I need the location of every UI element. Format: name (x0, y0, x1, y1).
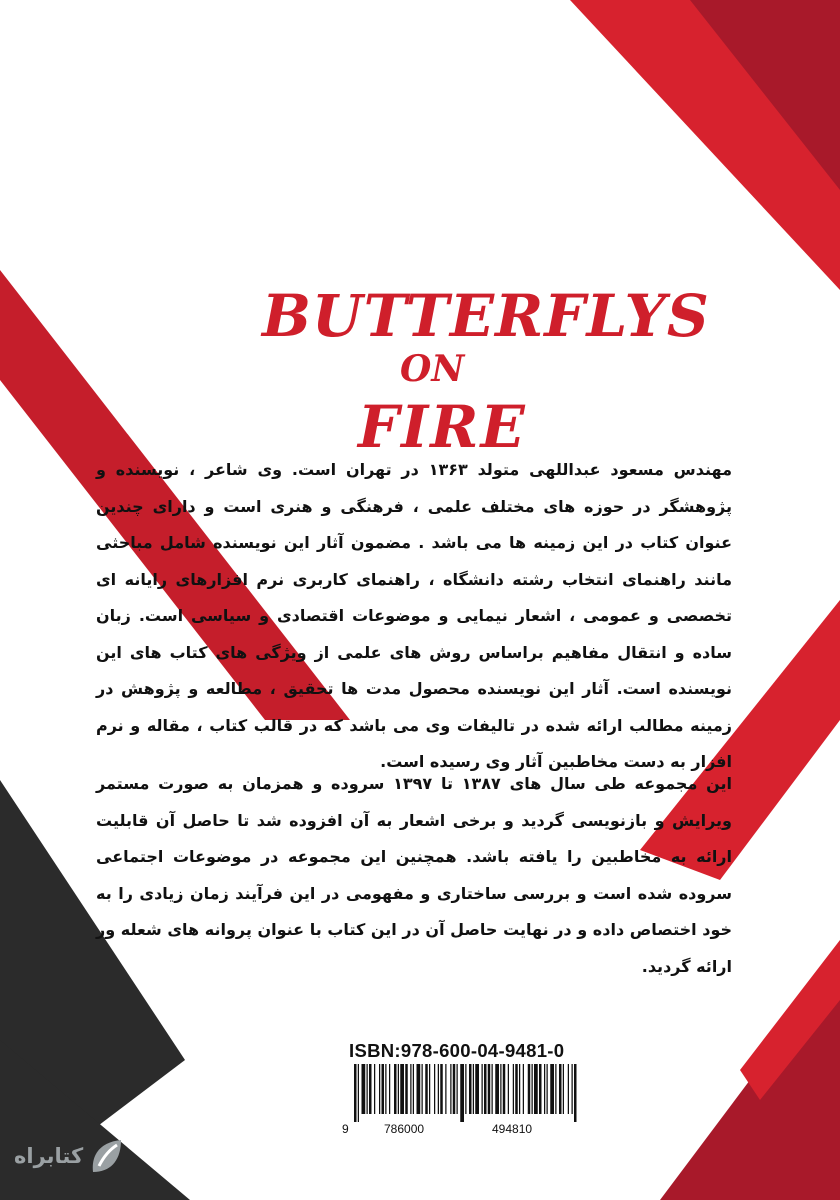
barcode-digits-right: 494810 (492, 1122, 533, 1136)
barcode-bar (369, 1064, 372, 1114)
barcode-bar (555, 1064, 556, 1114)
barcode-bar (508, 1064, 509, 1114)
barcode-bar (534, 1064, 538, 1114)
barcode-bar (492, 1064, 493, 1114)
barcode-bar (389, 1064, 390, 1114)
barcode-bar (379, 1064, 380, 1114)
barcode-bar (519, 1064, 520, 1114)
barcode-bar (425, 1064, 428, 1114)
barcode-bar (503, 1064, 506, 1114)
barcode-bar (475, 1064, 479, 1114)
barcode-bar (488, 1064, 491, 1114)
leaf-icon (87, 1136, 125, 1176)
barcode-bar (484, 1064, 487, 1114)
isbn-block (342, 1040, 592, 1138)
barcode-digits (342, 1122, 592, 1138)
barcode-bar (550, 1064, 554, 1114)
barcode-bar (532, 1064, 533, 1114)
barcode-bar (453, 1064, 456, 1114)
publisher-logo (14, 1128, 134, 1184)
barcode-bar (434, 1064, 435, 1114)
barcode-bar (394, 1064, 397, 1114)
barcode-bar (400, 1064, 404, 1114)
barcode-bar (460, 1064, 464, 1122)
barcode-bar (450, 1064, 451, 1114)
barcode-bar (398, 1064, 399, 1114)
barcode-bar (500, 1064, 501, 1114)
barcode-bar (417, 1064, 421, 1114)
author-bio-paragraph: مهندس مسعود عبداللهی متولد ۱۳۶۳ در تهران است. وی شاعر ، نویسنده و پژوهشگر در حوزه های مختلف علمی ، فرهنگی و هنری است و دارای چندین عنوان کتاب در این زمینه ها می باشد . مضمون آثار این نویسنده شامل مباحثی مانند راهنمای انتخاب رشته دانشگاه ، راهنمای کاربری نرم افزارهای رایانه ای تخصصی و عمومی ، اشعار نیمایی و موضوعات اقتصادی و سیاسی است. زبان ساده و انتقال مفاهیم براساس روش های علمی از ویژگی های کتاب های این نویسنده است. آثار این نویسنده محصول مدت ها تحقیق ، مطالعه و پژوهش در زمینه مطالب ارائه شده در تالیفات وی می باشد که در قالب کتاب ، مقاله و نرم افزار به دست مخاطبین آثار وی رسیده است. (96, 460, 733, 771)
barcode-bar (362, 1064, 366, 1114)
barcode-bar (559, 1064, 562, 1114)
barcode-bar (440, 1064, 443, 1114)
barcode-bar (539, 1064, 542, 1114)
barcode-bar (568, 1064, 569, 1114)
barcode-bar (515, 1064, 518, 1114)
barcode-bar (482, 1064, 483, 1114)
barcode-bar (429, 1064, 430, 1114)
cover-title-line1: BUTTERFLYS (262, 282, 710, 350)
barcode-bar (354, 1064, 357, 1122)
barcode-bar (528, 1064, 531, 1114)
barcode-bar (413, 1064, 414, 1114)
barcode-bar (438, 1064, 439, 1114)
barcode-bar (574, 1064, 577, 1122)
barcode-bar (385, 1064, 386, 1114)
barcode-bar (367, 1064, 368, 1114)
collection-description-paragraph: این مجموعه طی سال های ۱۳۸۷ تا ۱۳۹۷ سروده و همزمان به صورت مستمر ویرایش و بازنویسی گردید و برخی اشعار به آن افزوده شد تا حاصل آن قابلیت ارائه به مخاطبین را یافته باشد. همچنین این مجموعه در موضوعات اجتماعی سروده شده است و بررسی ساختاری و مفهومی در این فرآیند زمان زیادی را به خود اختصاص داده و در نهایت حاصل آن در این کتاب با عنوان پروانه های شعله ور ارائه گردید. (96, 774, 733, 976)
publisher-logo-text: کتابراه (14, 1144, 84, 1168)
barcode-bar (405, 1064, 408, 1114)
barcode-bar (422, 1064, 423, 1114)
barcode-bar (374, 1064, 375, 1114)
barcode (342, 1064, 580, 1122)
barcode-bar (563, 1064, 564, 1114)
barcode-bar (473, 1064, 474, 1114)
barcode-bar (469, 1064, 472, 1114)
barcode-bar (382, 1064, 385, 1114)
barcode-bar (547, 1064, 548, 1114)
cover-title-line3: FIRE (358, 393, 527, 461)
barcode-bar (513, 1064, 514, 1114)
barcode-bar (495, 1064, 499, 1114)
barcode-bar (410, 1064, 411, 1114)
barcode-digits-left: 786000 (384, 1122, 425, 1136)
barcode-bar (523, 1064, 524, 1114)
barcode-digit-lead: 9 (342, 1122, 349, 1136)
barcode-bar (445, 1064, 446, 1114)
cover-title-line2: ON (400, 348, 465, 390)
isbn-label: ISBN:978-600-04-9481-0 (349, 1040, 565, 1061)
barcode-bar (572, 1064, 573, 1114)
barcode-bar (544, 1064, 545, 1114)
barcode-bar (465, 1064, 466, 1114)
barcode-bar (457, 1064, 458, 1114)
barcode-bar (358, 1064, 359, 1122)
